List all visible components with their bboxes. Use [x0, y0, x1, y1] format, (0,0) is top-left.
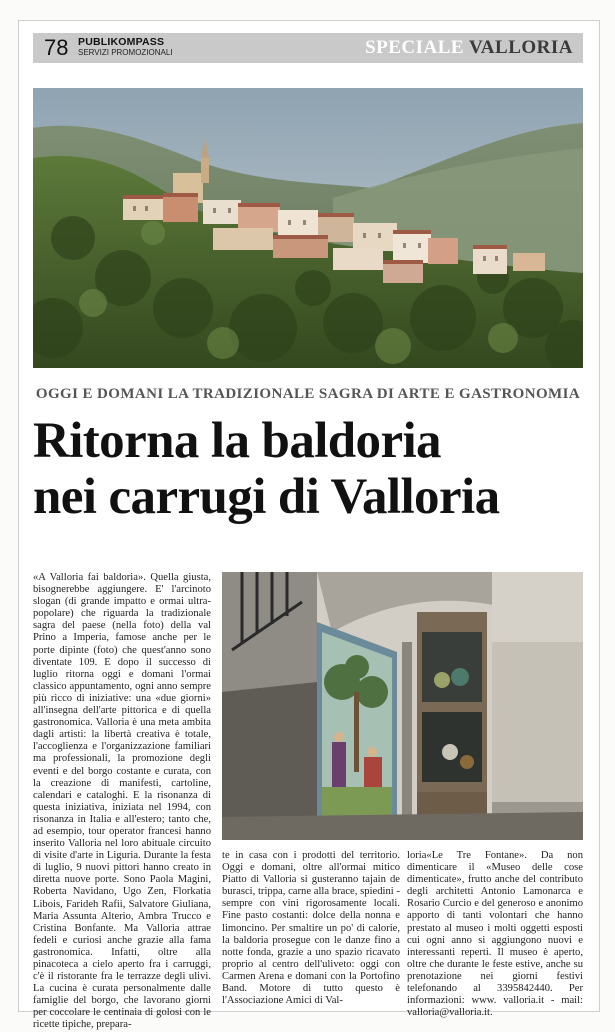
article-column-2: te in casa con i prodotti del territorio. Oggi e domani, oltre all'ormai mitico Piatto di Valloria si gusteranno tajain de burasci, trippa, carne alla brace, spiedini - sempre con vini rigorosamente locali. Fine pasto costanti: dolce della nonna e limoncino. Per smaltire un po' di calorie, la baldoria prosegue con le danze fino a notte fonda, grazie a uno spazio ricavato proprio al centro dell'uliveto: oggi con Carmen Arena e domani con la Portofino Band. Motore di tutto questo è l'Associazione Amici di Val-	[222, 850, 400, 1007]
section-name: VALLORIA	[469, 37, 573, 58]
page-number: 78	[44, 35, 69, 60]
article-headline	[33, 413, 593, 525]
section-prefix: SPECIALE	[365, 37, 465, 58]
publisher-subtitle: SERVIZI PROMOZIONALI	[78, 48, 173, 57]
article-column-1: «A Valloria fai baldoria». Quella giusta, bisognerebbe aggiungere. E' l'arcinoto slogan (di grande impatto e ormai ultra-popolare) che riguarda la tradizionale sagra del paese (nella foto) della val Prino a Imperia, famose anche per le porte dipinte (foto) che quest'anno sono diventate 109. E dopo il successo di luglio ritorna oggi e domani l'ormai classico appuntamento, ogni anno sempre più ricco di iniziative: una «due giorni» all'insegna dell'arte pittorica e di quella gastronomica. Valloria è una meta ambita dagli artisti: la libertà creativa è totale, l'accoglienza e l'organizzazione familiari ma professionali, la promozione degli eventi e del borgo costante e curata, con la creazione di manifesti, cartoline, calendari e cataloghi. E la risonanza di questa iniziativa, iniziata nel 1994, con risonanza in Italia e all'estero; tanto che, ad esempio, tour operator francesi hanno inserito Valloria nel loro abituale circuito di visite d'arte in Liguria. Durante la festa di luglio, 9 nuovi pittori hanno creato in diretta nuove porte. Sono Paola Magini, Roberta Navidano, Ugo Zen, Florkatia Libois, Farideh Rafii, Salvatore Giuliana, Maria Assunta Alterio, Ambra Trucco e Cristina Bonfante. Ma Valloria attrae fedeli e curiosi anche grazie alla fama gastronomica. Infatti, oltre alla pinacoteca a cielo aperto fra i carruggi, c'è il ristorante fra le terrazze degli ulivi. La cucina è curata personalmente dalle famiglie del borgo, che lavorano giorni per coccolare le centinaia di golosi con le ricette tipiche, prepara-	[33, 572, 211, 1031]
section-label	[365, 36, 573, 60]
painted-door-photo	[222, 572, 583, 840]
village-photo	[33, 88, 583, 368]
article-kicker: OGGI E DOMANI LA TRADIZIONALE SAGRA DI ARTE E GASTRONOMIA	[35, 386, 581, 402]
publisher-name: PUBLIKOMPASS	[78, 36, 165, 48]
headline-line-1: Ritorna la baldoria	[33, 413, 441, 469]
article-column-3: loria«Le Tre Fontane». Da non dimenticare il «Museo delle cose dimenticate», frutto anche del contributo degli architetti Antonio Lamonarca e Rosario Curcio e del generoso e anonimo apporto di tanti volontari che hanno prestato al museo i molti oggetti esposti cui ogni anno si aggiungono nuovi e interessanti reperti. Il museo è aperto, oltre che durante le feste estive, anche su prenotazione nei giorni festivi telefonando al 3395842440. Per informazioni: www. valloria.it - mail: valloria@valloria.it.	[407, 850, 583, 1019]
headline-line-2: nei carrugi di Valloria	[33, 469, 500, 525]
